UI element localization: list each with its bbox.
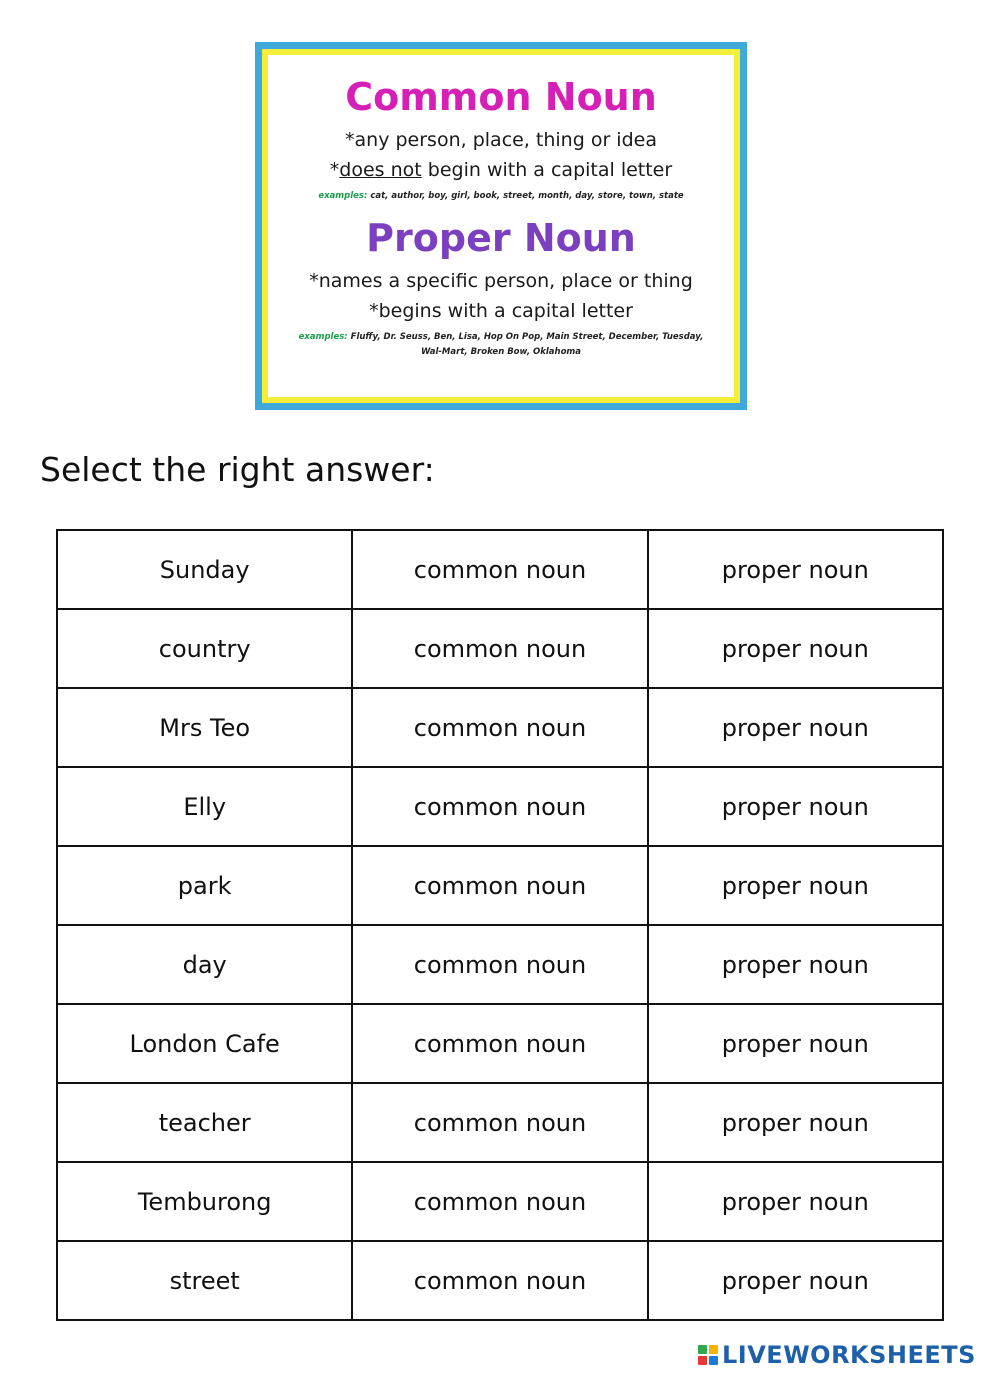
liveworksheets-logo [698, 1338, 976, 1372]
instruction-text: Select the right answer: [40, 450, 435, 489]
common-noun-examples [298, 189, 704, 204]
proper-noun-option[interactable]: proper noun [648, 767, 943, 846]
noun-word-cell: teacher [57, 1083, 352, 1162]
logo-square-green [698, 1345, 707, 1354]
proper-noun-option[interactable]: proper noun [648, 530, 943, 609]
liveworksheets-logo-icon [698, 1345, 718, 1365]
common-noun-option[interactable]: common noun [352, 925, 647, 1004]
table-row [57, 530, 943, 609]
card-content [268, 55, 734, 397]
common-noun-rule-emphasis: does not [339, 159, 422, 181]
common-noun-option[interactable]: common noun [352, 846, 647, 925]
proper-noun-option[interactable]: proper noun [648, 688, 943, 767]
proper-noun-option[interactable]: proper noun [648, 609, 943, 688]
logo-square-yellow [709, 1345, 718, 1354]
table-row [57, 1241, 943, 1320]
proper-noun-definition: *names a specific person, place or thing [309, 270, 693, 292]
card-yellow-border [262, 49, 740, 403]
noun-word-cell: London Cafe [57, 1004, 352, 1083]
proper-noun-option[interactable]: proper noun [648, 846, 943, 925]
noun-word-cell: Elly [57, 767, 352, 846]
common-noun-option[interactable]: common noun [352, 1241, 647, 1320]
table-row [57, 846, 943, 925]
noun-reference-card [255, 42, 747, 410]
common-noun-definition: *any person, place, thing or idea [345, 129, 657, 151]
common-noun-rule-rest: begin with a capital letter [421, 159, 673, 181]
table-row [57, 1083, 943, 1162]
table-row [57, 925, 943, 1004]
logo-text: LIVEWORKSHEETS [722, 1341, 976, 1369]
table-row [57, 1162, 943, 1241]
common-noun-option[interactable]: common noun [352, 767, 647, 846]
common-noun-option[interactable]: common noun [352, 1004, 647, 1083]
common-noun-option[interactable]: common noun [352, 688, 647, 767]
noun-word-cell: street [57, 1241, 352, 1320]
common-noun-option[interactable]: common noun [352, 1083, 647, 1162]
proper-noun-title: Proper Noun [366, 216, 636, 260]
noun-word-cell: Temburong [57, 1162, 352, 1241]
common-noun-title: Common Noun [345, 75, 657, 119]
proper-noun-examples [298, 330, 704, 360]
proper-noun-option[interactable]: proper noun [648, 1004, 943, 1083]
answer-table-body [57, 530, 943, 1320]
common-noun-option[interactable]: common noun [352, 609, 647, 688]
noun-word-cell: park [57, 846, 352, 925]
common-noun-option[interactable]: common noun [352, 530, 647, 609]
logo-square-red [698, 1356, 707, 1365]
common-noun-option[interactable]: common noun [352, 1162, 647, 1241]
table-row [57, 1004, 943, 1083]
common-noun-rule [268, 155, 734, 185]
noun-word-cell: day [57, 925, 352, 1004]
common-noun-rule-star: * [329, 159, 340, 181]
common-examples-list: cat, author, boy, girl, book, street, month, day, store, town, state [367, 191, 684, 201]
proper-noun-rule: *begins with a capital letter [369, 300, 633, 322]
table-row [57, 609, 943, 688]
table-row [57, 767, 943, 846]
proper-noun-option[interactable]: proper noun [648, 925, 943, 1004]
answer-table [56, 529, 944, 1321]
proper-examples-list: Fluffy, Dr. Seuss, Ben, Lisa, Hop On Pop, Main Street, December, Tuesday, Wal-Mart, Broken Bow, Oklahoma [347, 332, 704, 357]
proper-noun-option[interactable]: proper noun [648, 1241, 943, 1320]
logo-square-blue [709, 1356, 718, 1365]
noun-word-cell: Sunday [57, 530, 352, 609]
noun-word-cell: Mrs Teo [57, 688, 352, 767]
proper-noun-option[interactable]: proper noun [648, 1083, 943, 1162]
proper-examples-label: examples: [298, 332, 348, 342]
proper-noun-option[interactable]: proper noun [648, 1162, 943, 1241]
table-row [57, 688, 943, 767]
noun-word-cell: country [57, 609, 352, 688]
common-examples-label: examples: [318, 191, 368, 201]
